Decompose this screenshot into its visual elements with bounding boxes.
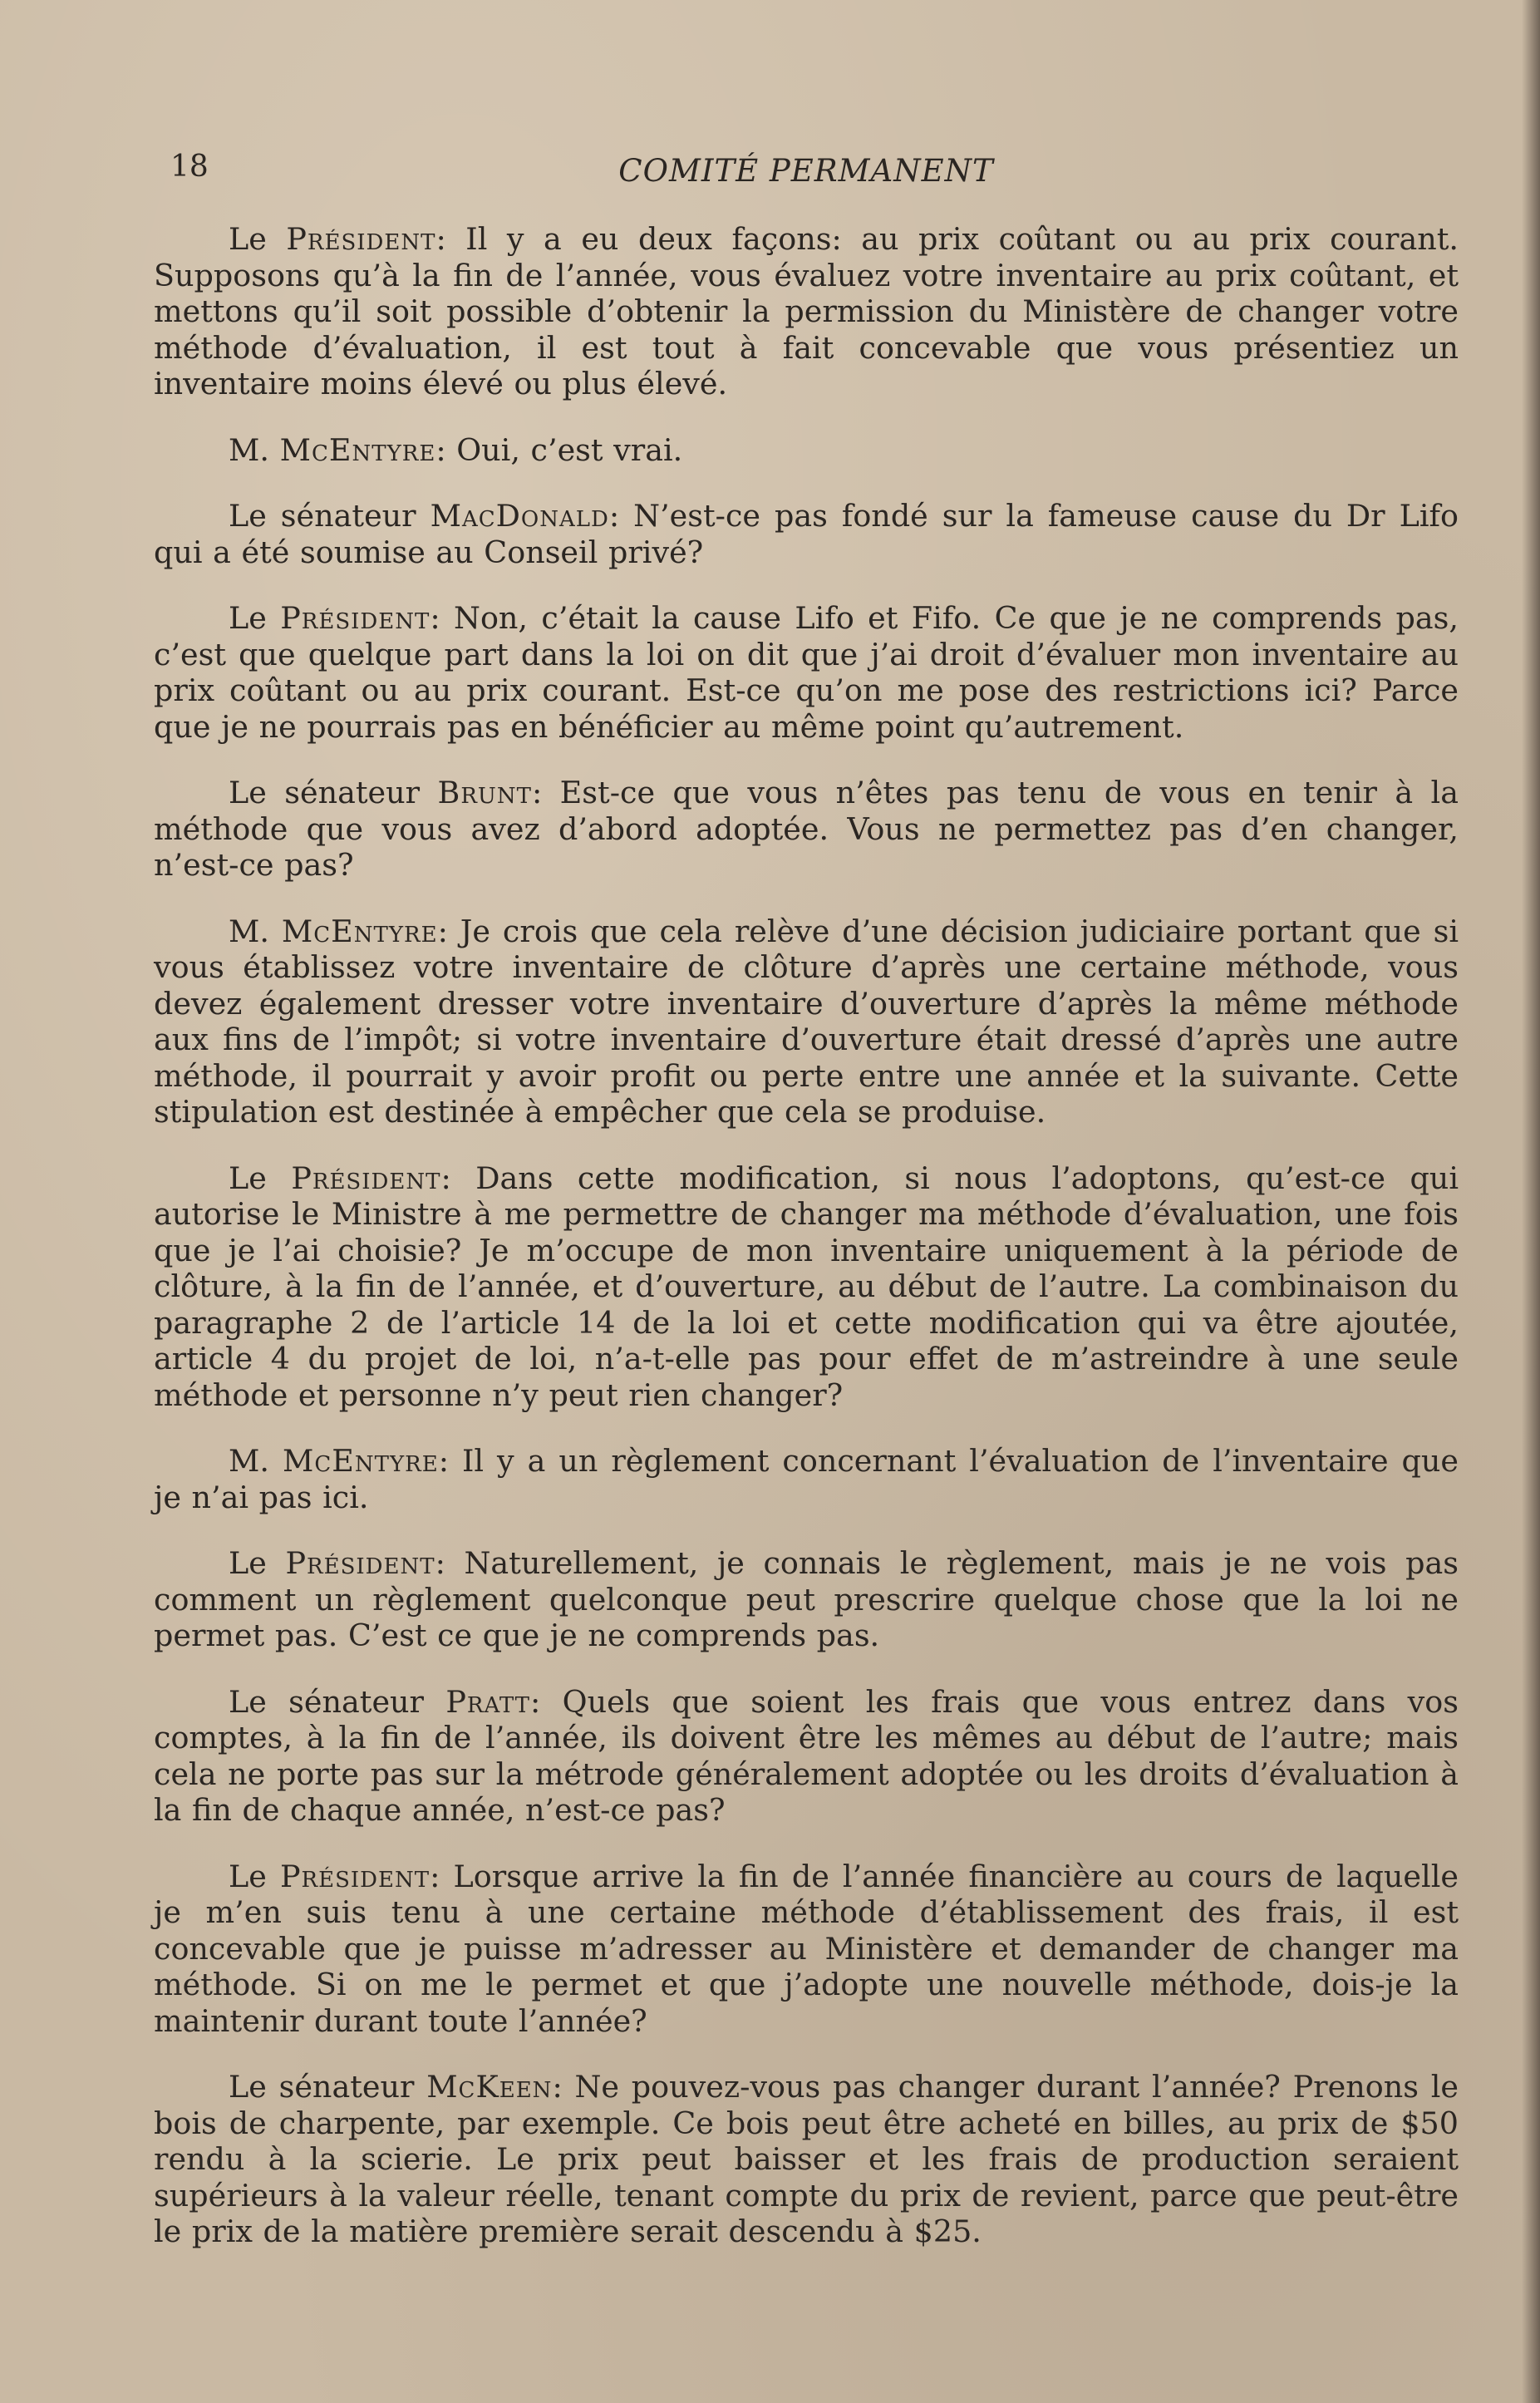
- paragraph-text: : N’est-ce pas fondé sur la fameuse cause du Dr Lifo qui a été soumise au Conseil privé?: [154, 498, 1459, 570]
- page-number: 18: [170, 150, 209, 184]
- paragraph-text: : Naturellement, je connais le règlement, mais je ne vois pas comment un règlement quelconque peut prescrire quelque chose que la loi ne permet pas. C’est ce que je ne comprends pas.: [154, 1545, 1459, 1653]
- paragraph: [154, 1684, 1459, 1829]
- speaker-name: MacDonald: [430, 498, 609, 534]
- speaker-prefix: Le sénateur: [229, 2069, 427, 2105]
- paragraph: [154, 432, 1459, 469]
- paragraph-text: : Lorsque arrive la fin de l’année financière au cours de laquelle je m’en suis tenu à une certaine méthode d’établissement des frais, il est concevable que je puisse m’adresser au Ministère et demander de changer ma méthode. Si on me le permet et que j’adopte une nouvelle méthode, dois-je la maintenir durant toute l’année?: [154, 1858, 1459, 2039]
- paragraph-text: : Quels que soient les frais que vous entrez dans vos comptes, à la fin de l’année, ils doivent être les mêmes au début de l’autre; mais cela ne porte pas sur la métrode généralement adoptée ou les droits d’évaluation à la fin de chaque année, n’est-ce pas?: [154, 1683, 1459, 1828]
- paragraph: [154, 1859, 1459, 2040]
- speaker-prefix: Le: [229, 1160, 292, 1196]
- paragraph: [154, 775, 1459, 884]
- document-page: [154, 150, 1459, 2280]
- speaker-prefix: Le sénateur: [229, 498, 431, 534]
- paragraph: [154, 600, 1459, 745]
- speaker-prefix: Le: [229, 1858, 280, 1894]
- speaker-name: Brunt: [437, 775, 532, 810]
- speaker-prefix: Le sénateur: [229, 1683, 446, 1720]
- page-edge-shadow: [1522, 0, 1540, 2403]
- speaker-name: McEntyre: [282, 1443, 439, 1479]
- speaker-name: Président: [285, 1545, 435, 1581]
- speaker-name: McEntyre: [281, 913, 438, 949]
- speaker-prefix: Le: [229, 1545, 286, 1581]
- paragraph: [154, 1443, 1459, 1515]
- paragraph-text: : Non, c’était la cause Lifo et Fifo. Ce que je ne comprends pas, c’est que quelque part dans la loi on dit que j’ai droit d’évaluer mon inventaire au prix coûtant ou au prix courant. Est-ce qu’on me pose des restrictions ici? Parce que je ne pourrais pas en bénéficier au même point qu’autrement.: [154, 600, 1459, 745]
- speaker-prefix: Le sénateur: [229, 775, 438, 810]
- paragraph-text: : Je crois que cela relève d’une décision judiciaire portant que si vous établissez votre inventaire de clôture d’après une certaine méthode, vous devez également dresser votre inventaire d’ouverture d’après la même méthode aux fins de l’impôt; si votre inventaire d’ouverture était dressé d’après une autre méthode, il pourrait y avoir profit ou perte entre une année et la suivante. Cette stipulation est destinée à empêcher que cela se produise.: [154, 913, 1459, 1130]
- speaker-prefix: M.: [229, 913, 282, 949]
- running-header: [154, 150, 1459, 199]
- speaker-name: McKeen: [426, 2069, 553, 2105]
- paragraph-text: : Ne pouvez-vous pas changer durant l’année? Prenons le bois de charpente, par exemple. Ce bois peut être acheté en billes, au prix de $50 rendu à la scierie. Le prix peut baisser et les frais de production seraient supérieurs à la valeur réelle, tenant compte du prix de revient, parce que peut-être le prix de la matière première serait descendu à $25.: [154, 2069, 1459, 2249]
- speaker-name: McEntyre: [279, 431, 436, 468]
- speaker-prefix: Le: [229, 221, 287, 257]
- speaker-prefix: M.: [229, 431, 280, 468]
- speaker-name: Président: [280, 600, 431, 636]
- paragraph: [154, 498, 1459, 570]
- paragraph-text: : Oui, c’est vrai.: [435, 431, 683, 468]
- speaker-name: Président: [291, 1160, 441, 1196]
- running-title: COMITÉ PERMANENT: [618, 153, 994, 189]
- speaker-name: Pratt: [445, 1683, 531, 1720]
- paragraph-text: : Il y a eu deux façons: au prix coûtant ou au prix courant. Supposons qu’à la fin de l’année, vous évaluez votre inventaire au prix coûtant, et mettons qu’il soit possible d’obtenir la permission du Ministère de changer votre méthode d’évaluation, il est tout à fait concevable que vous présentiez un inventaire moins élevé ou plus élevé.: [154, 221, 1459, 401]
- speaker-prefix: M.: [229, 1443, 283, 1479]
- paragraph-text: : Est-ce que vous n’êtes pas tenu de vous en tenir à la méthode que vous avez d’abord adoptée. Vous ne permettez pas d’en changer, n’est-ce pas?: [154, 775, 1459, 883]
- paragraph: [154, 913, 1459, 1130]
- speaker-prefix: Le: [229, 600, 281, 636]
- paragraph: [154, 1160, 1459, 1414]
- paragraph: [154, 2069, 1459, 2250]
- paragraph-text: : Il y a un règlement concernant l’évaluation de l’inventaire que je n’ai pas ici.: [154, 1443, 1459, 1515]
- paragraph: [154, 221, 1459, 402]
- speaker-name: Président: [286, 221, 436, 257]
- speaker-name: Président: [279, 1858, 431, 1894]
- paragraph-text: : Dans cette modification, si nous l’adoptons, qu’est-ce qui autorise le Ministre à me permettre de changer ma méthode d’évaluation, une fois que je l’ai choisie? Je m’occupe de mon inventaire uniquement à la période de clôture, à la fin de l’année, et d’ouverture, au début de l’autre. La combinaison du paragraphe 2 de l’article 14 de la loi et cette modification qui va être ajoutée, article 4 du projet de loi, n’a-t-elle pas pour effet de m’astreindre à une seule méthode et personne n’y peut rien changer?: [154, 1160, 1459, 1413]
- paragraph: [154, 1545, 1459, 1654]
